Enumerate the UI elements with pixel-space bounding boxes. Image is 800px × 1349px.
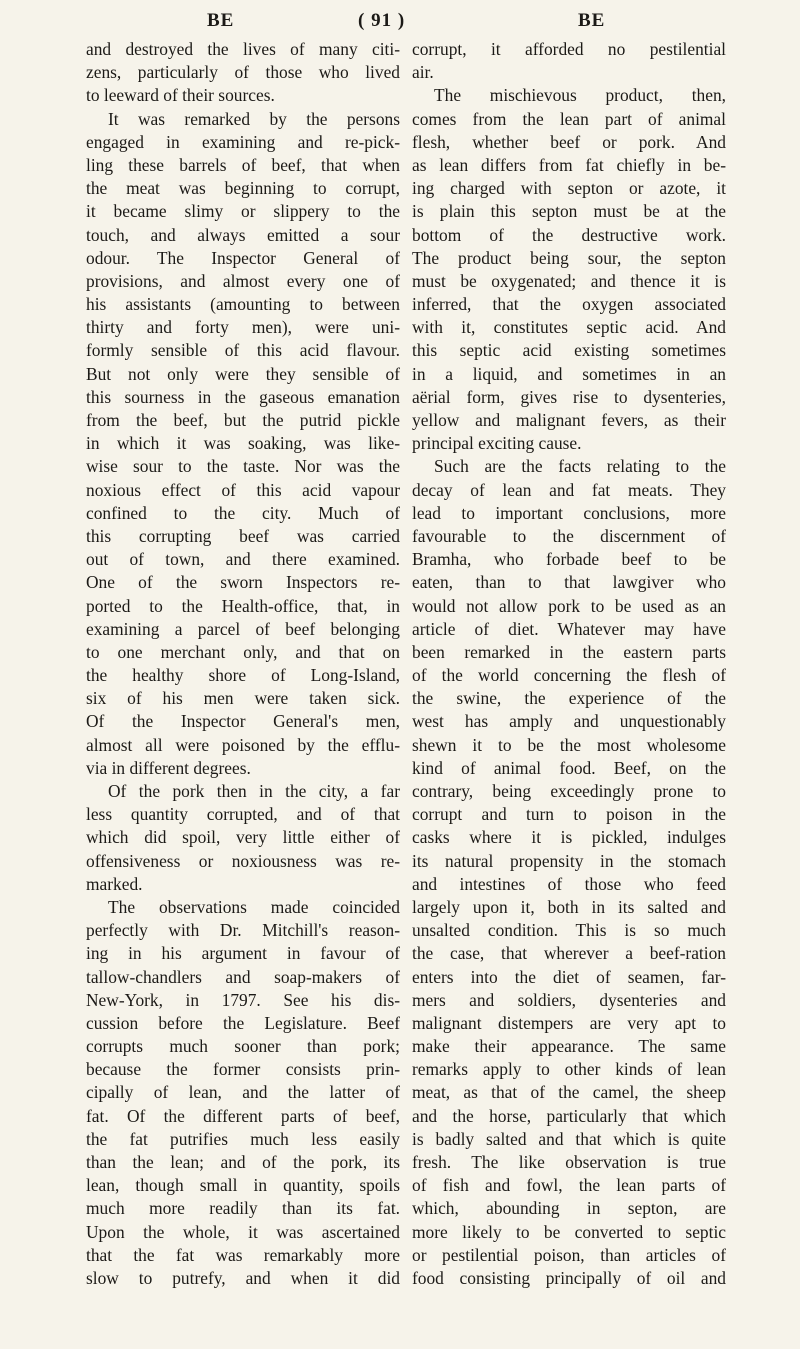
text-line: out of town, and there examined. (86, 549, 400, 570)
text-line: perfectly with Dr. Mitchill's reason- (86, 920, 400, 941)
text-line: the meat was beginning to corrupt, (86, 178, 400, 199)
text-line: must be oxygenated; and thence it is (412, 270, 726, 291)
text-line: unsalted condition. This is so much (412, 920, 726, 941)
text-line: provisions, and almost every one of (86, 270, 400, 291)
text-line: with it, constitutes septic acid. And (412, 317, 726, 338)
text-line: more likely to be converted to septic (412, 1221, 726, 1242)
text-line: that the fat was remarkably more (86, 1244, 400, 1265)
text-line: offensiveness or noxiousness was re- (86, 850, 400, 871)
text-line: zens, particularly of those who lived (86, 62, 400, 83)
text-line: this corrupting beef was carried (86, 525, 400, 546)
text-line: this sourness in the gaseous emanation (86, 386, 400, 407)
text-line: the healthy shore of Long-Island, (86, 665, 400, 686)
text-line: because the former consists prin- (86, 1059, 400, 1080)
running-head (0, 10, 800, 36)
text-line: remarks apply to other kinds of lean (412, 1059, 726, 1080)
text-line: which did spoil, very little either of (86, 827, 400, 848)
text-line: favourable to the discernment of (412, 525, 726, 546)
text-line: One of the sworn Inspectors re- (86, 572, 400, 593)
text-line: The observations made coincided (108, 896, 400, 917)
text-line: mers and soldiers, dysenteries and (412, 989, 726, 1010)
text-line: principal exciting cause. (412, 433, 582, 454)
text-line: bottom of the destructive work. (412, 224, 726, 245)
text-line: which, abounding in septon, are (412, 1198, 726, 1219)
text-line: much more readily than its fat. (86, 1198, 400, 1219)
text-line: odour. The Inspector General of (86, 247, 400, 268)
text-line: slow to putrefy, and when it did (86, 1267, 400, 1288)
text-line: casks where it is pickled, indulges (412, 827, 726, 848)
text-column-right (412, 38, 726, 1290)
text-line: shewn it to be the most wholesome (412, 734, 726, 755)
text-line: less quantity corrupted, and of that (86, 804, 400, 825)
text-line: flesh, whether beef or pork. And (412, 131, 726, 152)
text-line: It was remarked by the persons (108, 108, 400, 129)
text-line: cipally of lean, and the latter of (86, 1082, 400, 1103)
text-line: examining a parcel of beef belonging (86, 618, 400, 639)
text-line: formly sensible of this acid flavour. (86, 340, 400, 361)
text-line: as lean differs from fat chiefly in be- (412, 154, 726, 175)
text-line: cussion before the Legislature. Beef (86, 1012, 400, 1033)
text-line: thirty and forty men), were uni- (86, 317, 400, 338)
text-line: Of the Inspector General's men, (86, 711, 400, 732)
text-line: engaged in examining and re-pick- (86, 131, 400, 152)
text-line: touch, and always emitted a sour (86, 224, 400, 245)
text-line: corrupt and turn to poison in the (412, 804, 726, 825)
text-line: this septic acid existing sometimes (412, 340, 726, 361)
text-line: make their appearance. The same (412, 1036, 726, 1057)
text-line: inferred, that the oxygen associated (412, 294, 726, 315)
text-line: fresh. The like observation is true (412, 1152, 726, 1172)
text-line: in which it was soaking, was like- (86, 433, 400, 454)
text-line: wise sour to the taste. Nor was the (86, 456, 400, 477)
text-line: The mischievous product, then, (434, 85, 726, 106)
text-line: the fat putrifies much less easily (86, 1128, 400, 1149)
text-line: via in different degrees. (86, 757, 251, 778)
text-line: been remarked in the eastern parts (412, 641, 726, 662)
text-line: west has amply and unquestionably (412, 711, 726, 732)
text-line: to one merchant only, and that on (86, 641, 400, 662)
text-column-left (86, 38, 400, 1290)
text-line: lead to important conclusions, more (412, 502, 726, 523)
text-line: six of his men were taken sick. (86, 688, 400, 709)
text-line: kind of animal food. Beef, on the (412, 757, 726, 778)
text-line: and the horse, particularly that which (412, 1105, 726, 1126)
text-line: New-York, in 1797. See his dis- (86, 989, 400, 1010)
text-line: than the lean; and of the pork, its (86, 1152, 400, 1172)
text-line: meat, as that of the camel, the sheep (412, 1082, 726, 1103)
text-line: ing in his argument in favour of (86, 943, 400, 964)
text-line: lean, though small in quantity, spoils (86, 1175, 400, 1196)
text-line: it became slimy or slippery to the (86, 201, 400, 222)
text-line: air. (412, 62, 434, 83)
text-line: and intestines of those who feed (412, 873, 726, 894)
text-line: Bramha, who forbade beef to be (412, 549, 726, 570)
text-line: of fish and fowl, the lean parts of (412, 1175, 726, 1196)
text-line: food consisting principally of oil and (412, 1267, 726, 1288)
text-line: decay of lean and fat meats. They (412, 479, 726, 500)
text-line: would not allow pork to be used as an (412, 595, 726, 616)
text-line: the swine, the experience of the (412, 688, 726, 709)
text-line: its natural propensity in the stomach (412, 850, 726, 871)
text-line: and destroyed the lives of many citi- (86, 39, 400, 59)
text-line: aërial form, gives rise to dysenteries, (412, 386, 726, 407)
text-line: largely upon it, both in its salted and (412, 896, 726, 917)
text-line: tallow-chandlers and soap-makers of (86, 966, 400, 987)
text-line: is plain this septon must be at the (412, 201, 726, 222)
text-line: from the beef, but the putrid pickle (86, 410, 400, 430)
text-line: The product being sour, the septon (412, 247, 726, 268)
text-line: noxious effect of this acid vapour (86, 479, 400, 500)
text-line: ling these barrels of beef, that when (86, 154, 400, 175)
running-head-right: BE (578, 10, 606, 31)
text-line: Upon the whole, it was ascertained (86, 1221, 400, 1242)
text-line: fat. Of the different parts of beef, (86, 1105, 400, 1126)
text-line: ported to the Health-office, that, in (86, 595, 400, 616)
text-line: yellow and malignant fevers, as their (412, 410, 726, 430)
text-line: Such are the facts relating to the (434, 456, 726, 477)
text-line: enters into the diet of seamen, far- (412, 966, 726, 987)
text-line: corrupt, it afforded no pestilential (412, 39, 726, 59)
text-line: of the world concerning the flesh of (412, 665, 726, 686)
text-line: marked. (86, 873, 143, 894)
text-line: article of diet. Whatever may have (412, 618, 726, 639)
text-line: confined to the city. Much of (86, 502, 400, 523)
text-line: malignant distempers are very apt to (412, 1012, 726, 1033)
text-line: ing charged with septon or azote, it (412, 178, 726, 199)
text-line: eaten, than to that lawgiver who (412, 572, 726, 593)
text-line: or pestilential poison, than articles of (412, 1244, 726, 1265)
text-line: to leeward of their sources. (86, 85, 275, 106)
text-line: But not only were they sensible of (86, 363, 400, 384)
text-line: corrupts much sooner than pork; (86, 1036, 400, 1057)
text-line: the case, that wherever a beef-ration (412, 943, 726, 964)
page-number: ( 91 ) (358, 10, 406, 31)
text-line: is badly salted and that which is quite (412, 1128, 726, 1149)
text-line: contrary, being exceedingly prone to (412, 781, 726, 801)
running-head-left: BE (207, 10, 235, 31)
text-line: comes from the lean part of animal (412, 108, 726, 129)
text-line: almost all were poisoned by the efflu- (86, 734, 400, 755)
text-line: Of the pork then in the city, a far (108, 781, 400, 801)
text-line: in a liquid, and sometimes in an (412, 363, 726, 384)
text-line: his assistants (amounting to between (86, 294, 400, 315)
